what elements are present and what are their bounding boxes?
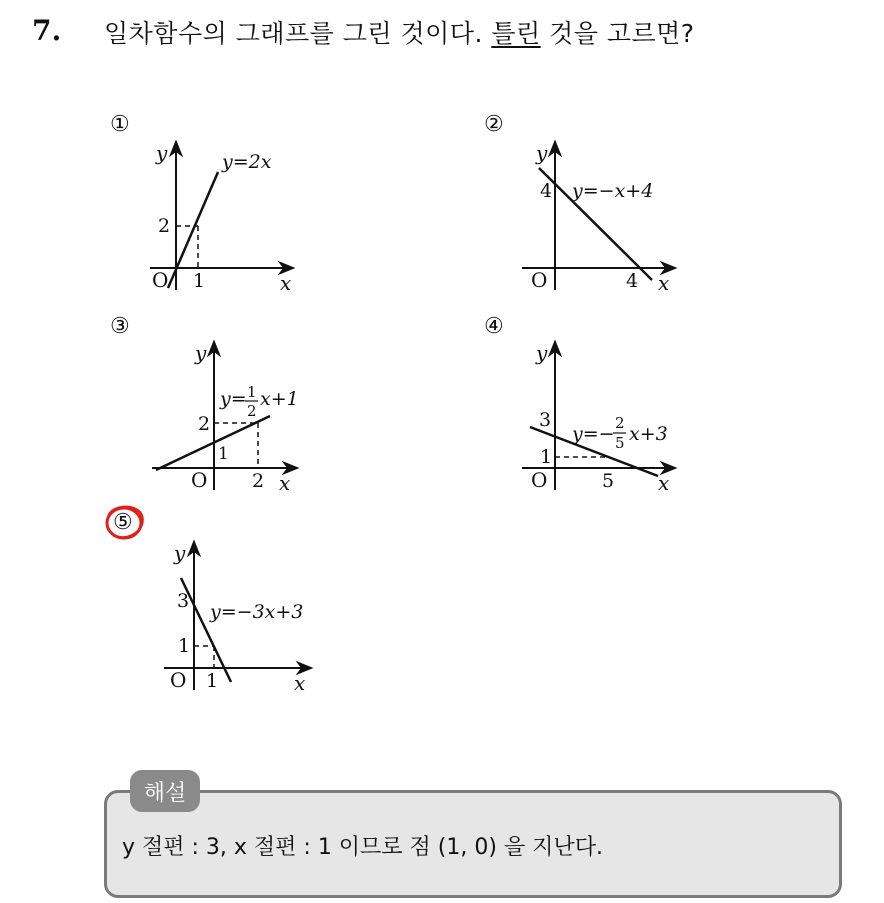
graph-3-y-label: y [195, 341, 207, 365]
graph-4-eq-suffix: x+3 [629, 423, 668, 445]
graph-4-y-label: y [536, 341, 548, 365]
choice-5-label[interactable]: ⑤ [113, 510, 133, 535]
graph-1-x-label: x [280, 271, 292, 295]
graph-5-y-label: y [174, 541, 186, 565]
graph-4-yint: 3 [539, 409, 552, 431]
graph-5 [164, 541, 310, 695]
graph-1-origin: O [152, 268, 169, 292]
graph-3-eq-frac-den: 2 [247, 402, 257, 420]
graph-5-origin: O [170, 668, 187, 692]
choice-4-label[interactable]: ④ [484, 314, 504, 339]
question-number: 7. [32, 14, 62, 47]
graph-2-xtick: 4 [626, 270, 639, 292]
graph-4-xtick: 5 [602, 470, 615, 492]
graph-2-origin: O [531, 268, 548, 292]
graph-3 [152, 341, 299, 495]
graph-4-x-label: x [658, 471, 670, 495]
graph-5-ytick: 1 [178, 635, 191, 657]
graph-3-eq-suffix: x+1 [260, 388, 299, 410]
graph-3-eq-frac-num: 1 [247, 383, 257, 401]
choice-3-label[interactable]: ③ [110, 314, 130, 339]
graph-2-ytick: 4 [540, 180, 553, 202]
graph-5-yint: 3 [177, 590, 190, 612]
graph-4-origin: O [531, 468, 548, 492]
choice-1-label[interactable]: ① [110, 112, 130, 137]
graph-4-ytick: 1 [540, 446, 553, 468]
graph-2-y-label: y [536, 141, 548, 165]
question-text-after: 것을 고르면? [540, 19, 695, 48]
graph-1 [150, 141, 292, 295]
graph-3-x-label: x [279, 471, 291, 495]
graph-4-eq-prefix: y=− [572, 423, 615, 445]
graph-1-xtick: 1 [193, 270, 206, 292]
graph-1-ytick: 2 [158, 215, 171, 237]
graph-5-equation: y=−3x+3 [210, 601, 304, 623]
graph-3-origin: O [191, 468, 208, 492]
graph-4-eq-frac-den: 5 [615, 434, 625, 452]
graph-3-eq-prefix: y= [220, 388, 247, 410]
graph-2 [522, 141, 674, 295]
graph-2-x-label: x [658, 271, 670, 295]
solution-tag: 해설 [130, 770, 200, 812]
choice-2-label[interactable]: ② [484, 112, 504, 137]
solution-text: y 절편 : 3, x 절편 : 1 이므로 점 (1, 0) 을 지난다. [122, 835, 603, 860]
graph-5-xtick: 1 [206, 670, 219, 692]
graph-2-equation: y=−x+4 [572, 180, 654, 202]
graph-3-xtick: 2 [252, 470, 265, 492]
graph-4-eq-frac-num: 2 [615, 414, 625, 432]
graph-1-y-label: y [156, 141, 168, 165]
question-text-underlined: 틀린 [491, 19, 541, 48]
graph-3-ytick-top: 2 [198, 413, 211, 435]
graph-1-equation: y=2x [222, 151, 272, 173]
graph-4 [522, 341, 674, 495]
graph-3-yint: 1 [218, 444, 229, 464]
graph-5-x-label: x [294, 671, 306, 695]
question-text-before: 일차함수의 그래프를 그린 것이다. [104, 19, 492, 48]
